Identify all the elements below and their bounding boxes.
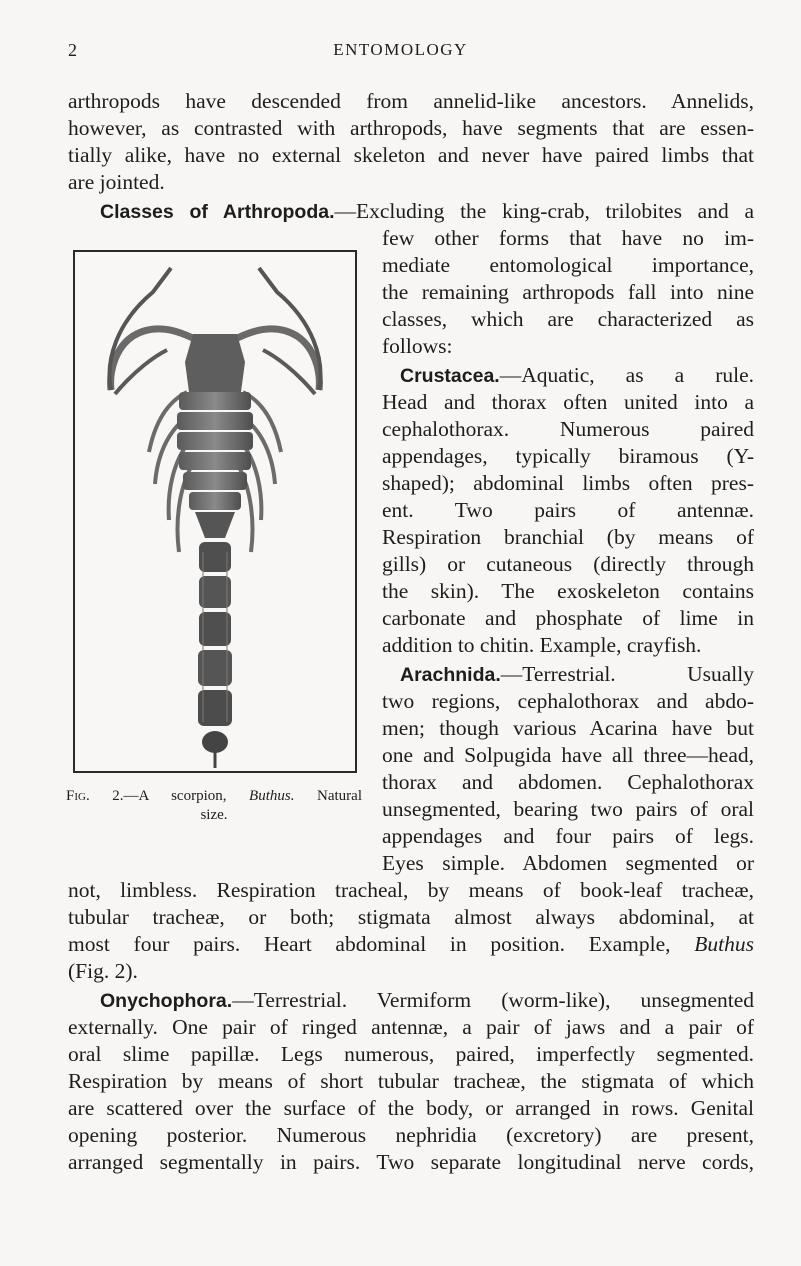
text-line: Head and thorax often united into a xyxy=(382,390,754,414)
text-line: Respiration by means of short tubular tracheæ, the stigmata of which xyxy=(68,1069,754,1093)
text-line-with-example: most four pairs. Heart abdominal in position. Example, Buthus xyxy=(68,932,754,956)
text-line: men; though various Acarina have but xyxy=(382,716,754,740)
text-line: the skin). The exoskeleton contains xyxy=(382,579,754,603)
running-title: ENTOMOLOGY xyxy=(333,40,468,59)
genus-name: Buthus xyxy=(694,932,754,956)
text-line: few other forms that have no im- xyxy=(382,226,754,250)
figure-reference: (Fig. 2). xyxy=(68,959,138,983)
section-heading-arachnida: Arachnida. xyxy=(400,664,501,686)
figure-caption: Fig. 2.—A scorpion, Buthus. Natural xyxy=(66,788,363,804)
text-line: gills) or cutaneous (directly through xyxy=(382,552,754,576)
text-line: appendages and four pairs of legs. xyxy=(382,824,754,848)
scorpion-illustration xyxy=(75,252,355,771)
text-line: arranged segmentally in pairs. Two separate longitudinal nerve cords, xyxy=(68,1150,754,1174)
text-line: addition to chitin. Example, crayfish. xyxy=(382,633,702,657)
text-line: tubular tracheæ, or both; stigmata almost always abdominal, at xyxy=(68,905,754,929)
text-line: however, as contrasted with arthropods, have segments that are essen- xyxy=(68,116,754,140)
section-classes-first-line: Classes of Arthropoda.—Excluding the king-crab, trilobites and a xyxy=(100,199,754,223)
text-line: are jointed. xyxy=(68,170,165,194)
text-line: Eyes simple. Abdomen segmented or xyxy=(382,851,754,875)
text-line: not, limbless. Respiration tracheal, by means of book-leaf tracheæ, xyxy=(68,878,754,902)
text-line: two regions, cephalothorax and abdo- xyxy=(382,689,754,713)
section-arachnida-first-line: Arachnida.—Terrestrial. Usually xyxy=(400,662,754,686)
figure-scorpion xyxy=(73,250,357,773)
text-line: ent. Two pairs of antennæ. xyxy=(382,498,754,522)
text-line: appendages, typically biramous (Y- xyxy=(382,444,754,468)
text-line: tially alike, have no external skeleton and never have paired limbs that xyxy=(68,143,754,167)
text-line: are scattered over the surface of the body, or arranged in rows. Genital xyxy=(68,1096,754,1120)
text-line: follows: xyxy=(382,334,453,358)
text-line: mediate entomological importance, xyxy=(382,253,754,277)
text-line: thorax and abdomen. Cephalothorax xyxy=(382,770,754,794)
figure-caption-line2: size. xyxy=(200,807,228,823)
section-heading-crustacea: Crustacea. xyxy=(400,365,500,387)
text-line: carbonate and phosphate of lime in xyxy=(382,606,754,630)
text-line: arthropods have descended from annelid-like ancestors. Annelids, xyxy=(68,89,754,113)
text-line: shaped); abdominal limbs often pres- xyxy=(382,471,754,495)
text-line: oral slime papillæ. Legs numerous, paired, imperfectly segmented. xyxy=(68,1042,754,1066)
section-onychophora-first-line: Onychophora.—Terrestrial. Vermiform (worm-like), unsegmented xyxy=(100,988,754,1012)
section-heading-classes: Classes of Arthropoda. xyxy=(100,201,335,223)
text-line: one and Solpugida have all three—head, xyxy=(382,743,754,767)
text-line: classes, which are characterized as xyxy=(382,307,754,331)
text-line: externally. One pair of ringed antennæ, a pair of jaws and a pair of xyxy=(68,1015,754,1039)
section-crustacea-first-line: Crustacea.—Aquatic, as a rule. xyxy=(400,363,754,387)
text-line: cephalothorax. Numerous paired xyxy=(382,417,754,441)
section-heading-onychophora: Onychophora. xyxy=(100,990,233,1012)
text-line: unsegmented, bearing two pairs of oral xyxy=(382,797,754,821)
text-line: opening posterior. Numerous nephridia (excretory) are present, xyxy=(68,1123,754,1147)
text-line: the remaining arthropods fall into nine xyxy=(382,280,754,304)
page-number: 2 xyxy=(68,40,77,60)
figure-label: Fig. 2. xyxy=(66,788,124,804)
text-line: Respiration branchial (by means of xyxy=(382,525,754,549)
